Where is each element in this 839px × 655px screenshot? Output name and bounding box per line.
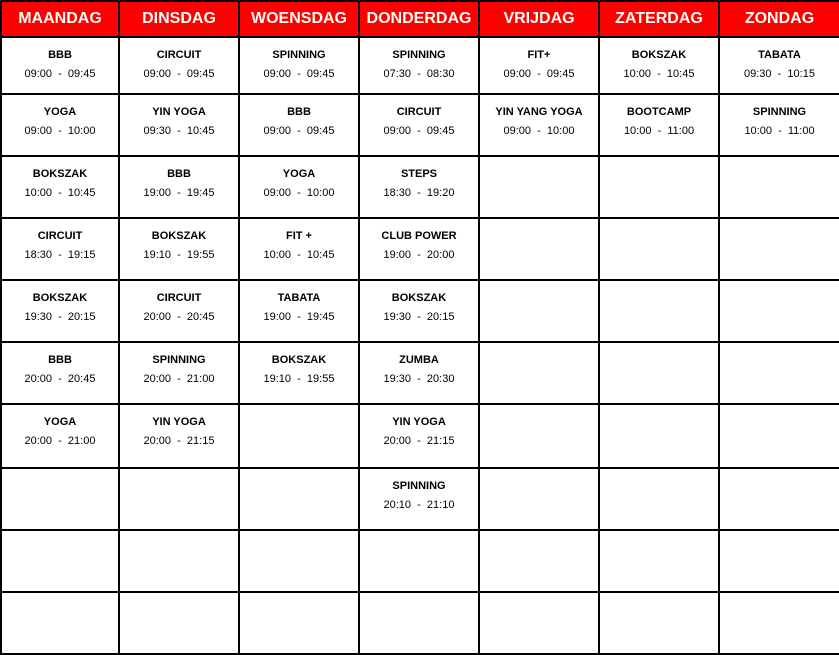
day-header-tuesday: DINSDAG — [119, 1, 239, 37]
class-time: 20:00 - 21:00 — [143, 373, 215, 385]
class-name: BOOTCAMP — [626, 106, 692, 118]
class-slot — [359, 280, 479, 342]
class-slot — [239, 218, 359, 280]
class-slot — [239, 342, 359, 404]
empty-slot — [479, 156, 599, 218]
schedule-row — [1, 218, 839, 280]
class-time: 09:00 - 09:45 — [383, 125, 455, 137]
class-slot — [1, 37, 119, 94]
class-time: 10:00 - 10:45 — [263, 249, 335, 261]
class-time: 09:00 - 09:45 — [143, 68, 215, 80]
empty-slot — [1, 468, 119, 530]
empty-slot — [359, 530, 479, 592]
class-time: 19:00 - 19:45 — [263, 311, 335, 323]
class-name: FIT+ — [527, 49, 551, 61]
class-name: BOKSZAK — [391, 292, 447, 304]
empty-slot — [719, 342, 839, 404]
empty-slot — [479, 592, 599, 654]
class-name: ZUMBA — [399, 354, 439, 366]
class-slot — [239, 280, 359, 342]
class-slot — [359, 156, 479, 218]
empty-slot — [479, 404, 599, 468]
class-time: 19:00 - 20:00 — [383, 249, 455, 261]
class-name: YIN YANG YOGA — [495, 106, 583, 118]
empty-slot — [119, 468, 239, 530]
class-time: 09:00 - 09:45 — [24, 68, 96, 80]
class-time: 09:30 - 10:15 — [744, 68, 815, 80]
class-time: 09:00 - 10:00 — [24, 125, 96, 137]
empty-slot — [479, 280, 599, 342]
class-name: TABATA — [277, 292, 321, 304]
class-time: 20:00 - 20:45 — [143, 311, 215, 323]
class-name: SPINNING — [272, 49, 326, 61]
class-slot — [359, 37, 479, 94]
empty-slot — [599, 592, 719, 654]
class-name: BBB — [48, 49, 72, 61]
class-name: BOKSZAK — [32, 168, 88, 180]
day-header-row — [1, 1, 839, 37]
class-time: 10:00 - 10:45 — [623, 68, 695, 80]
class-slot — [359, 468, 479, 530]
class-slot — [119, 404, 239, 468]
class-time: 07:30 - 08:30 — [383, 68, 455, 80]
empty-slot — [479, 530, 599, 592]
schedule-row — [1, 404, 839, 468]
empty-slot — [719, 156, 839, 218]
empty-slot — [1, 592, 119, 654]
schedule-row — [1, 37, 839, 94]
class-name: CIRCUIT — [37, 230, 83, 242]
empty-slot — [599, 342, 719, 404]
class-time: 09:30 - 10:45 — [143, 125, 215, 137]
class-name: CIRCUIT — [156, 292, 202, 304]
schedule-row — [1, 468, 839, 530]
class-slot — [119, 218, 239, 280]
class-name: SPINNING — [152, 354, 206, 366]
class-name: YIN YOGA — [152, 106, 206, 118]
class-time: 19:30 - 20:30 — [383, 373, 455, 385]
class-name: BOKSZAK — [32, 292, 88, 304]
class-slot — [1, 404, 119, 468]
empty-slot — [479, 218, 599, 280]
empty-slot — [479, 342, 599, 404]
class-time: 18:30 - 19:20 — [383, 187, 455, 199]
class-slot — [1, 156, 119, 218]
class-name: YIN YOGA — [392, 416, 446, 428]
empty-slot — [719, 592, 839, 654]
schedule-row — [1, 592, 839, 654]
empty-slot — [359, 592, 479, 654]
empty-slot — [599, 280, 719, 342]
empty-slot — [239, 530, 359, 592]
class-time: 10:00 - 10:45 — [24, 187, 96, 199]
class-slot — [359, 218, 479, 280]
class-slot — [1, 218, 119, 280]
class-name: BOKSZAK — [631, 49, 687, 61]
class-slot — [239, 94, 359, 156]
class-name: YIN YOGA — [152, 416, 206, 428]
class-name: BOKSZAK — [151, 230, 207, 242]
class-slot — [719, 94, 839, 156]
class-time: 10:00 - 11:00 — [623, 125, 695, 137]
class-slot — [359, 94, 479, 156]
class-slot — [119, 94, 239, 156]
day-header-monday: MAANDAG — [1, 1, 119, 37]
class-name: SPINNING — [752, 106, 807, 118]
class-slot — [479, 37, 599, 94]
class-name: STEPS — [400, 168, 438, 180]
class-name: SPINNING — [392, 49, 446, 61]
class-time: 20:00 - 21:00 — [24, 435, 96, 447]
empty-slot — [599, 404, 719, 468]
class-slot — [239, 156, 359, 218]
day-header-thursday: DONDERDAG — [359, 1, 479, 37]
class-slot — [119, 37, 239, 94]
empty-slot — [239, 592, 359, 654]
class-slot — [119, 280, 239, 342]
schedule-row — [1, 94, 839, 156]
schedule-row — [1, 156, 839, 218]
class-name: CIRCUIT — [156, 49, 202, 61]
class-slot — [359, 404, 479, 468]
class-slot — [719, 37, 839, 94]
class-name: YOGA — [282, 168, 316, 180]
empty-slot — [599, 468, 719, 530]
class-time: 19:10 - 19:55 — [263, 373, 335, 385]
empty-slot — [479, 468, 599, 530]
class-time: 19:30 - 20:15 — [24, 311, 96, 323]
class-time: 09:00 - 09:45 — [263, 125, 335, 137]
empty-slot — [599, 156, 719, 218]
class-time: 09:00 - 10:00 — [503, 125, 575, 137]
day-header-friday: VRIJDAG — [479, 1, 599, 37]
class-slot — [239, 37, 359, 94]
class-name: BBB — [48, 354, 72, 366]
class-time: 09:00 - 09:45 — [263, 68, 335, 80]
class-slot — [1, 342, 119, 404]
empty-slot — [599, 218, 719, 280]
class-name: SPINNING — [392, 480, 446, 492]
empty-slot — [1, 530, 119, 592]
empty-slot — [119, 592, 239, 654]
class-time: 19:30 - 20:15 — [383, 311, 455, 323]
class-time: 09:00 - 09:45 — [503, 68, 575, 80]
class-slot — [1, 94, 119, 156]
class-slot — [479, 94, 599, 156]
empty-slot — [719, 218, 839, 280]
class-slot — [119, 342, 239, 404]
schedule-row — [1, 342, 839, 404]
empty-slot — [119, 530, 239, 592]
class-name: TABATA — [758, 49, 801, 61]
class-time: 20:00 - 21:15 — [143, 435, 215, 447]
day-header-saturday: ZATERDAG — [599, 1, 719, 37]
class-name: BBB — [167, 168, 191, 180]
class-slot — [599, 37, 719, 94]
class-slot — [599, 94, 719, 156]
day-header-wednesday: WOENSDAG — [239, 1, 359, 37]
class-time: 10:00 - 11:00 — [744, 125, 815, 137]
class-name: CIRCUIT — [396, 106, 442, 118]
class-time: 09:00 - 10:00 — [263, 187, 335, 199]
class-time: 18:30 - 19:15 — [24, 249, 96, 261]
empty-slot — [719, 280, 839, 342]
class-name: CLUB POWER — [381, 230, 457, 242]
schedule-row — [1, 280, 839, 342]
empty-slot — [719, 468, 839, 530]
class-name: BBB — [287, 106, 311, 118]
class-time: 20:00 - 20:45 — [24, 373, 96, 385]
class-slot — [359, 342, 479, 404]
class-slot — [1, 280, 119, 342]
class-name: YOGA — [43, 106, 77, 118]
class-slot — [119, 156, 239, 218]
class-time: 19:10 - 19:55 — [143, 249, 215, 261]
empty-slot — [719, 530, 839, 592]
class-name: BOKSZAK — [271, 354, 327, 366]
day-header-sunday: ZONDAG — [719, 1, 839, 37]
class-time: 20:00 - 21:15 — [383, 435, 455, 447]
empty-slot — [239, 404, 359, 468]
class-time: 19:00 - 19:45 — [143, 187, 215, 199]
empty-slot — [719, 404, 839, 468]
class-name: YOGA — [43, 416, 77, 428]
schedule-row — [1, 530, 839, 592]
class-name: FIT + — [286, 230, 312, 242]
class-time: 20:10 - 21:10 — [383, 499, 455, 511]
empty-slot — [599, 530, 719, 592]
empty-slot — [239, 468, 359, 530]
